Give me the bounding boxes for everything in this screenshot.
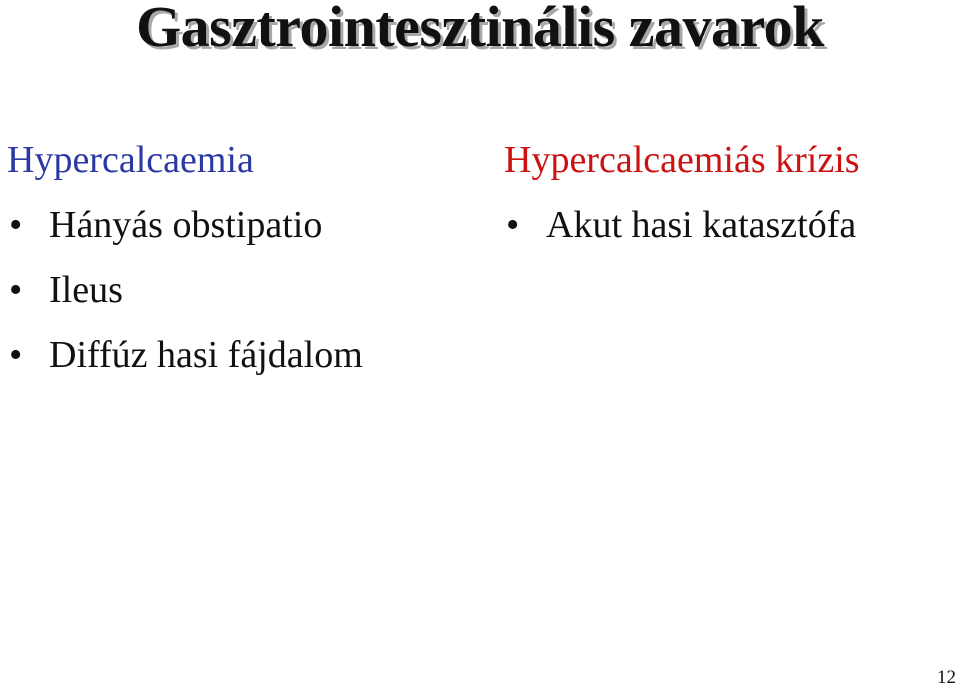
right-column <box>504 138 960 268</box>
right-column-heading: Hypercalcaemiás krízis <box>504 139 860 181</box>
bullet-text: Akut hasi katasztófa <box>546 204 857 246</box>
left-bullet-list <box>7 203 467 377</box>
bullet-dot-icon: • <box>9 334 23 376</box>
bullet-item <box>504 203 960 247</box>
bullet-dot-icon: • <box>9 269 23 311</box>
bullet-dot-icon: • <box>9 204 23 246</box>
left-column <box>7 138 467 398</box>
left-column-heading: Hypercalcaemia <box>7 139 254 181</box>
slide-title: Gasztrointesztinális zavarok <box>136 0 824 59</box>
page-number: 12 <box>937 667 956 688</box>
bullet-item <box>7 268 467 312</box>
bullet-dot-icon: • <box>506 204 520 246</box>
bullet-item <box>7 203 467 247</box>
bullet-text: Diffúz hasi fájdalom <box>49 334 363 376</box>
right-bullet-list <box>504 203 960 247</box>
bullet-item <box>7 333 467 377</box>
bullet-text: Ileus <box>49 269 123 311</box>
bullet-text: Hányás obstipatio <box>49 204 323 246</box>
